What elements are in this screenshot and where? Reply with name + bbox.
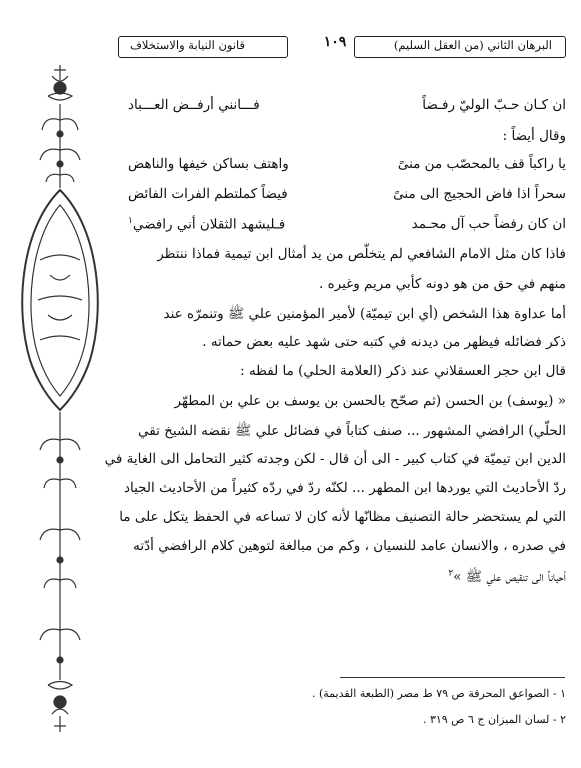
footnote-divider xyxy=(340,677,565,678)
verse-2-left: واهتف بساكن خيفها والناهض xyxy=(128,156,289,172)
verse-1-right: ان كـان حـبّ الوليّ رفـضاً xyxy=(422,97,566,113)
body-line-9: ردّ الأحاديث التي يوردها ابن المطهر ... لكنّه ردّ في ردّه كثيراً من الأحاديث الجياد xyxy=(123,480,566,496)
body-line-12-text: أحياناً الى تنقيص علي ﷺ » xyxy=(453,569,566,585)
page-number: ١٠٩ xyxy=(323,34,347,50)
body-line-1: فاذا كان مثل الامام الشافعي لم يتخلّص من يد أمثال ابن تيمية فماذا ننتظر xyxy=(157,246,566,262)
verse-4-left xyxy=(128,216,285,233)
body-line-5: قال ابن حجر العسقلاني عند ذكر (العلامة الحلي) ما لفظه : xyxy=(240,363,566,379)
verse-4-right: ان كان رفضاً حب آل محـمد xyxy=(411,216,566,232)
running-header xyxy=(118,30,566,58)
verse-3-left: فيضاً كملتطم الفرات الفائض xyxy=(128,186,288,202)
verse-2-right: يا راكباً قف بالمحصّب من منىً xyxy=(397,156,566,172)
body-line-12 xyxy=(116,568,566,588)
footnote-mark-1: ١ xyxy=(128,216,133,226)
decorative-border-ornament xyxy=(10,60,110,740)
body-line-10: التي لم يستحضر حالة التصنيف مظانّها لأنه كان لا تساعه في الحفظ يتكل على ما xyxy=(119,509,566,525)
footnote-mark-2: ٢ xyxy=(448,568,454,579)
body-line-6: « (يوسف) بن الحسن (ثم صحّح بالحسن بن يوسف بن علي بن المطهّر xyxy=(174,393,566,409)
body-line-7: الحلّي) الرافضي المشهور ... صنف كتاباً في فضائل علي ﷺ نقضه الشيخ تقي xyxy=(138,423,566,439)
verse-3-right: سحراً اذا فاض الحجيج الى منىً xyxy=(393,186,566,202)
footnote-2: ٢ - لسان الميزان ج ٦ ص ٣١٩ . xyxy=(422,713,566,726)
body-line-4: ذكر فضائله فيظهر من ديدنه في كتبه حتى شهد عليه بعض حماته . xyxy=(202,334,566,350)
body-line-3: أما عداوة هذا الشخص (أي ابن تيميّة) لأمير المؤمنين علي ﷺ وتنمرّه عند xyxy=(163,306,566,322)
also-said: وقال أيضاً : xyxy=(502,128,566,144)
body-line-8: الدين ابن تيميّة في كتاب كبير - الى أن قال - لكن وجدته كثير التحامل الى الغاية في xyxy=(104,451,566,467)
footnote-1: ١ - الصواعق المحرقة ص ٧٩ ط مصر (الطبعة القديمة) . xyxy=(311,687,566,700)
verse-1-left: فـــانني أرفــض العـــباد xyxy=(128,97,260,113)
header-right-title: البرهان الثاني (من العقل السليم) xyxy=(393,38,552,52)
verse-4-left-text: فـليشهد الثقلان أني رافضي xyxy=(132,216,286,233)
body-line-11: في صدره ، والانسان عامد للنسيان ، وكم من مبالغة لتوهين كلام الرافضي أدّته xyxy=(133,538,566,554)
header-left-title: قانون النيابة والاستخلاف xyxy=(130,38,246,52)
body-line-2: منهم في حق من هو دونه كأبي مريم وغيره . xyxy=(318,276,566,292)
